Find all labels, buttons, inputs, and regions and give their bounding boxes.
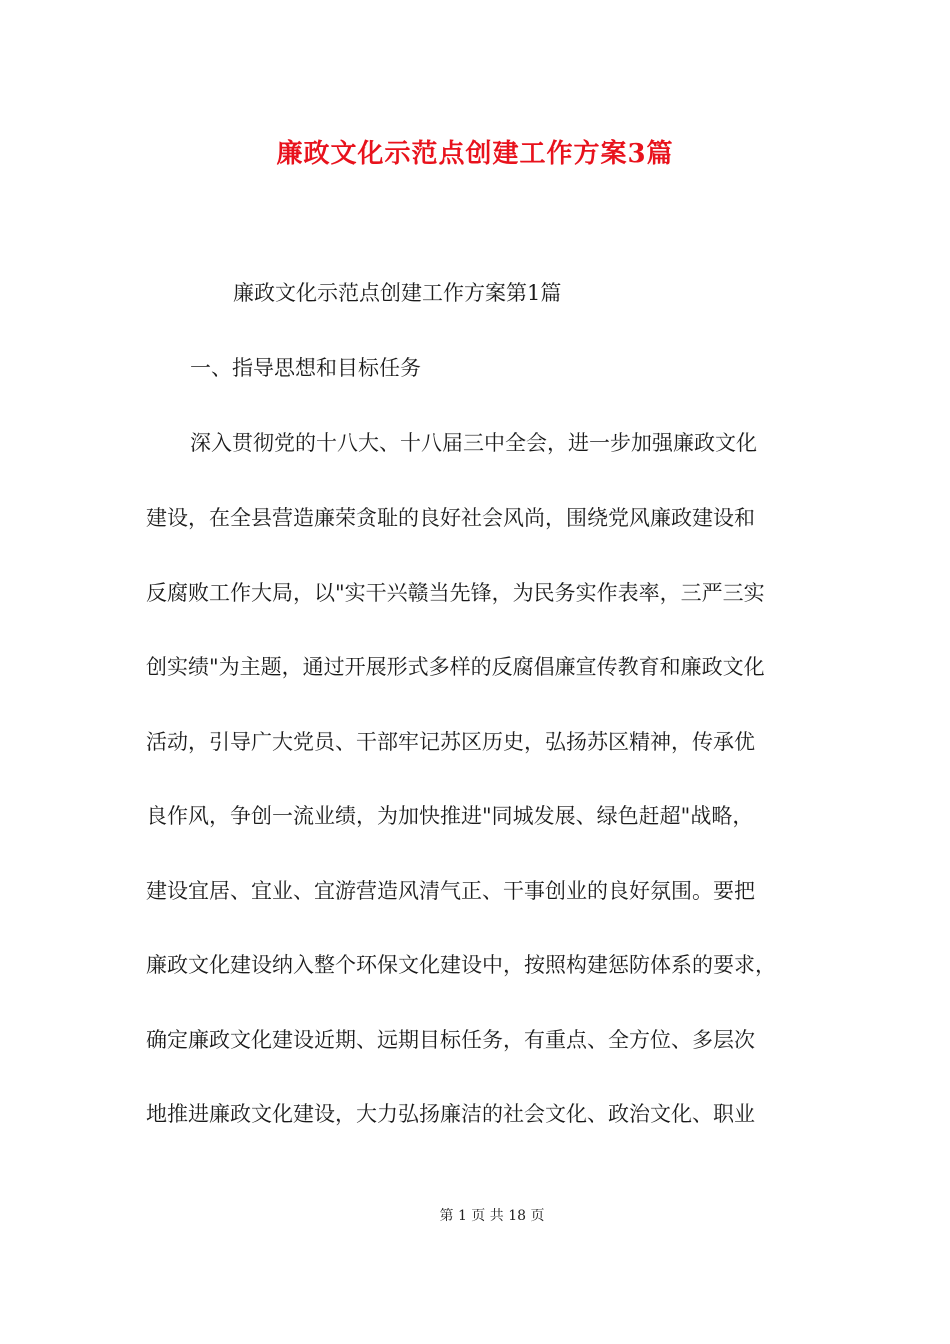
- paragraph-line: 廉政文化建设纳入整个环保文化建设中，按照构建惩防体系的要求，: [146, 953, 776, 977]
- document-title: 廉政文化示范点创建工作方案3篇: [276, 139, 674, 169]
- paragraph-line: 深入贯彻党的十八大、十八届三中全会，进一步加强廉政文化: [190, 431, 757, 455]
- paragraph-line: 良作风，争创一流业绩，为加快推进"同城发展、绿色赶超"战略，: [146, 804, 754, 828]
- paragraph-line: 确定廉政文化建设近期、远期目标任务，有重点、全方位、多层次: [146, 1028, 755, 1052]
- paragraph-line: 地推进廉政文化建设，大力弘扬廉洁的社会文化、政治文化、职业: [146, 1102, 755, 1126]
- document-subtitle: 廉政文化示范点创建工作方案第1篇: [233, 281, 562, 305]
- paragraph-line: 活动，引导广大党员、干部牢记苏区历史，弘扬苏区精神，传承优: [146, 730, 755, 754]
- paragraph-line: 创实绩"为主题，通过开展形式多样的反腐倡廉宣传教育和廉政文化: [146, 655, 765, 679]
- page-number-footer: 第 1 页 共 18 页: [439, 1208, 545, 1224]
- paragraph-line: 建设宜居、宜业、宜游营造风清气正、干事创业的良好氛围。要把: [146, 879, 755, 903]
- paragraph-line: 建设，在全县营造廉荣贪耻的良好社会风尚，围绕党风廉政建设和: [146, 506, 755, 530]
- section-heading: 一、指导思想和目标任务: [190, 356, 421, 380]
- paragraph-line: 反腐败工作大局，以"实干兴赣当先锋，为民务实作表率，三严三实: [146, 581, 765, 605]
